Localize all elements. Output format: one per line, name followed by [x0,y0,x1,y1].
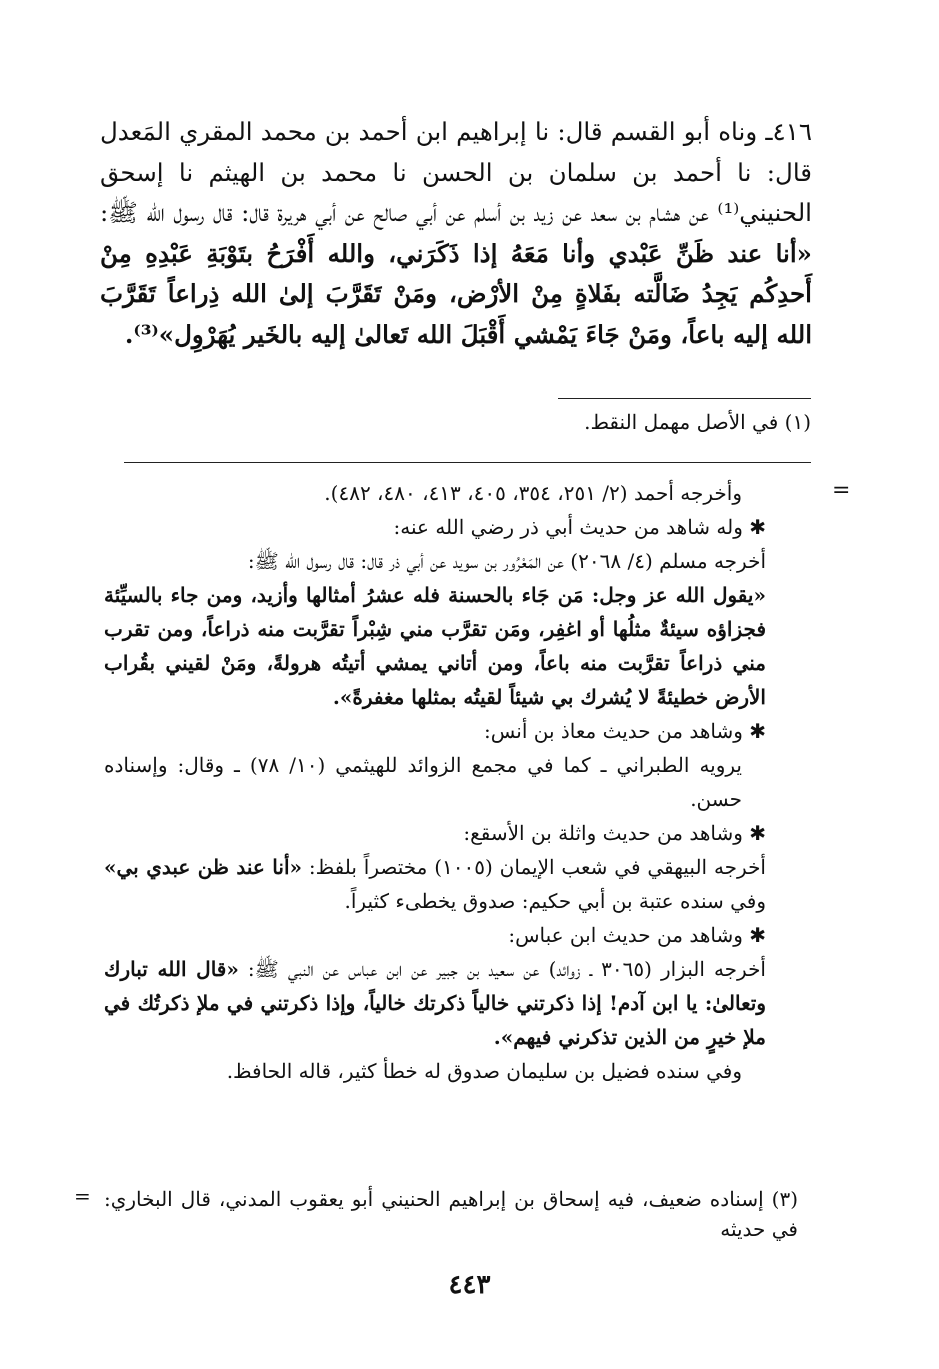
hadith-paragraph [100,112,812,355]
isnad-text: ٤١٦ـ وناه أبو القسم قال: نا إبراهيم ابن أحمد بن محمد المقري المَعدل قال: نا أحمد بن سلمان بن الحسن نا محمد بن الهيثم نا إسحق الحنيني⁽¹⁾ عن هشام بن سعد عن زيد بن أسلم عن أبي صالح عن أبي هريرة قال: قال رسول الله ﷺ: [100,117,812,227]
note-ahmad: وأخرجه أحمد (٢/ ٢٥١، ٣٥٤، ٤٠٥، ٤١٣، ٤٨٠، ٤٨٢). [324,481,742,505]
note-muslim: أخرجه مسلم (٤/ ٢٠٦٨) عن المَعْرُور بن سويد عن أبي ذر قال: قال رسول الله ﷺ: [247,549,766,573]
note-wathila-quote: «أنا عند ظن عبدي بي» [104,855,303,879]
footnote-1: (١) في الأصل مهمل النقط. [584,410,811,434]
note-ibn-abbas-heading: ✱ وشاهد من حديث ابن عباس: [508,923,766,947]
note-fudayl: وفي سنده فضيل بن سليمان صدوق له خطأ كثير، قاله الحافظ. [226,1059,742,1083]
takhrij-notes [104,476,766,1088]
note-wathila-text-a: أخرجه البيهقي في شعب الإيمان (١٠٠٥) مختصراً بلفظ: [302,855,766,879]
footnote-3: (٣) إسناده ضعيف، فيه إسحاق بن إبراهيم الحنيني أبو يعقوب المدني، قال البخاري: في حديثه [104,1187,798,1241]
hadith-matn: «أنا عند ظَنِّ عَبْدي وأنا مَعَهُ إذا ذَكَرَني، والله أَفْرَحُ بتَوْبَةِ عَبْدِهِ مِنْ أَحدِكُم يَجِدُ ضَالَّته بفَلاةٍ مِنْ الأرْض، ومَنْ تَقَرَّبَ إلىٰ الله ذِراعاً تَقَرَّبَ الله إليه باعاً، ومَنْ جَاءَ يَمْشي أَقْبَلَ الله تَعالىٰ إليه بالخَير يُهَرْوِل»⁽³⁾. [100,238,812,349]
main-text [100,112,812,355]
page-number: ٤٤٣ [448,1270,491,1300]
note-muadh-heading: ✱ وشاهد من حديث معاذ بن أنس: [484,719,766,743]
note-bazzar [104,952,766,1054]
note-abu-dharr-heading: ✱ وله شاهد من حديث أبي ذر رضي الله عنه: [393,515,766,539]
footnote-3-continuation-marker: = [74,1184,91,1208]
note-bazzar-text: أخرجه البزار (٣٠٦٥ ـ زوائد) عن سعيد بن جبير عن ابن عباس عن النبي ﷺ: [238,957,766,981]
note-muadh-body: يرويه الطبراني ـ كما في مجمع الزوائد للهيثمي (١٠/ ٧٨) ـ وقال: وإسناده حسن. [104,753,742,811]
continuation-marker: = [832,478,851,503]
note-wathila-text-b: وفي سنده عتبة بن أبي حكيم: صدوق يخطىء كثيراً. [344,889,766,913]
note-wathila-heading: ✱ وشاهد من حديث واثلة بن الأسقع: [463,821,766,845]
note-wathila-body [104,850,766,918]
note-bazzar-quote: «قال الله تبارك وتعالىٰ: يا ابن آدم! إذا ذكرتني خالياً ذكرتك خالياً، وإذا ذكرتني في ملإ ذكرتُك في ملإ خيرٍ من الذين تذكرني فيهم». [104,957,766,1049]
notes-separator [124,462,811,463]
note-muslim-hadith: «يقول الله عز وجل: مَن جَاء بالحسنة فله عشرُ أمثالها وأزيد، ومن جاء بالسيِّئة فجزاؤه سيئةٌ مثلُها أو اغفِر، ومَن تقرَّب مني شِبْراً تقرَّبت منه ذراعاً، ومن تقرب مني ذراعاً تقرَّبت منه باعاً، ومن أتاني يمشي أتيتُه هرولةً، ومَنْ لقيني بقُراب الأرض خطيئةً لا يُشرك بي شيئاً لقيتُه بمثلها مغفرةً». [104,583,766,709]
footnote-separator [558,398,811,399]
